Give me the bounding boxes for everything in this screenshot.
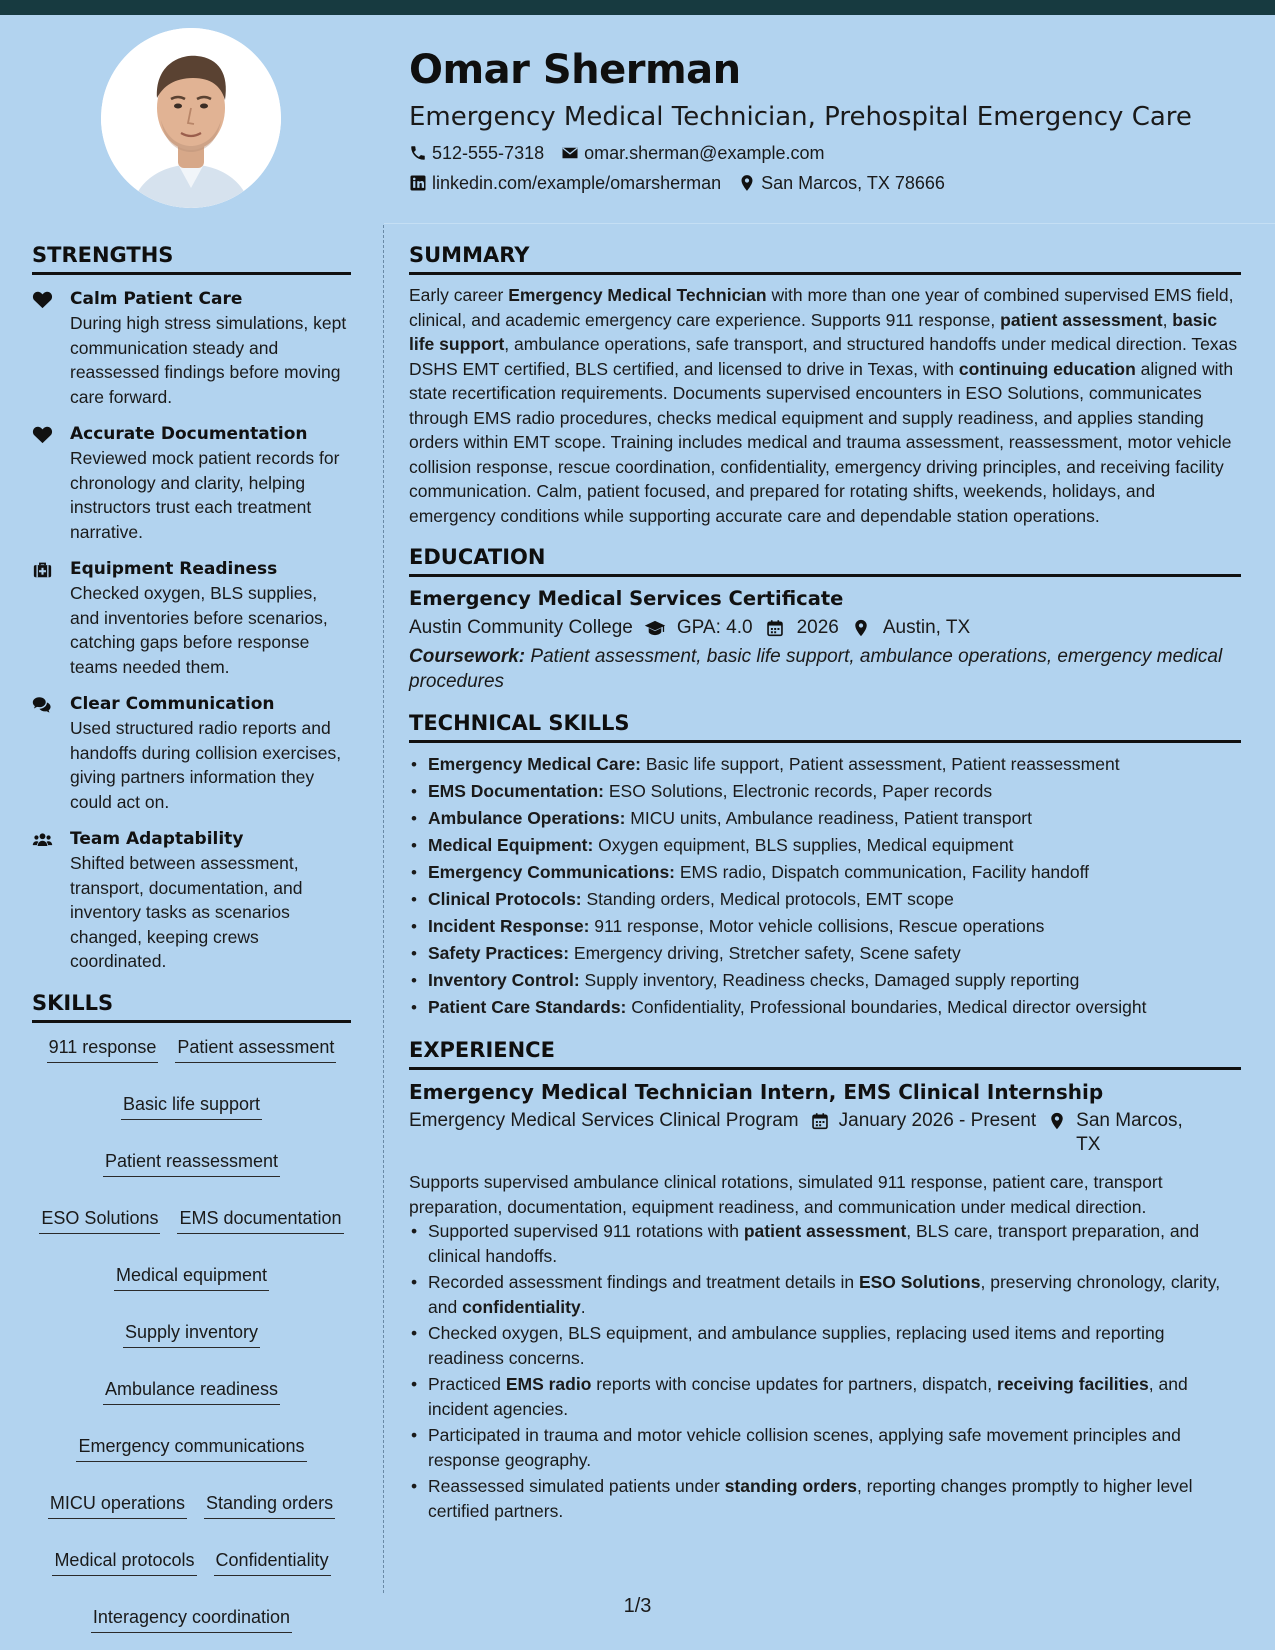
profile-photo — [101, 28, 281, 208]
skill-chip: ESO Solutions — [39, 1207, 160, 1234]
technical-skill-item — [409, 886, 1241, 913]
linkedin-contact[interactable] — [409, 172, 721, 194]
job-description: Supports supervised ambulance clinical rotations, simulated 911 response, patient care, transport preparation, documentation, equipment readiness, and communication under medical direction. — [409, 1172, 1163, 1217]
technical-skill-item — [409, 967, 1241, 994]
heart-icon — [32, 423, 70, 544]
comments-icon — [32, 693, 70, 814]
skill-chip: Interagency coordination — [91, 1606, 292, 1633]
skill-category: Patient Care Standards: — [428, 997, 627, 1017]
skill-chip: Basic life support — [121, 1093, 262, 1120]
candidate-headline: Emergency Medical Technician, Prehospital Emergency Care — [409, 102, 1192, 132]
job-dates: January 2026 - Present — [838, 1110, 1037, 1131]
linkedin-text[interactable]: linkedin.com/example/omarsherman — [432, 173, 722, 193]
skills-heading: SKILLS — [32, 988, 351, 1023]
strengths-heading: STRENGTHS — [32, 240, 351, 275]
strength-description: Used structured radio reports and handoffs during collision exercises, giving partners information they could act on. — [70, 718, 342, 812]
page-number: 1/3 — [623, 1595, 652, 1617]
right-column — [409, 240, 1241, 1537]
text-run: , reporting changes promptly to higher level certified partners. — [428, 1476, 1193, 1521]
strength-title: Team Adaptability — [70, 829, 244, 849]
email-text[interactable]: omar.sherman@example.com — [584, 143, 825, 163]
bold-phrase: Emergency Medical Technician — [508, 285, 767, 305]
skill-category: EMS Documentation: — [428, 781, 604, 801]
education-section — [409, 542, 1241, 694]
strengths-list — [32, 288, 351, 974]
phone-icon — [409, 144, 427, 162]
skill-chip: Patient reassessment — [103, 1150, 280, 1177]
skill-category: Safety Practices: — [428, 943, 570, 963]
job-bullet — [409, 1474, 1241, 1523]
skill-chip: Standing orders — [204, 1492, 335, 1519]
skill-category: Incident Response: — [428, 916, 590, 936]
text-run: , BLS care, transport preparation, and clinical handoffs. — [428, 1221, 1200, 1266]
heart-icon — [32, 288, 70, 409]
summary-section — [409, 240, 1241, 528]
skill-chip: Confidentiality — [214, 1549, 331, 1576]
strength-body — [70, 558, 351, 679]
strength-item — [32, 423, 351, 544]
skill-values: 911 response, Motor vehicle collisions, Rescue operations — [589, 916, 1045, 936]
contact-row-2 — [409, 172, 1249, 194]
text-run: Early career — [409, 285, 509, 305]
strength-item — [32, 288, 351, 409]
text-run: aligned with state recertification requirements. Documents supervised encounters in ESO Solutions, communicates through EMS radio procedures, checks medical equipment and supply readiness, and applies standing orders within EMT scope. Training includes medical and trauma assessment, reassessment, motor vehicle collision response, rescue coordination, confidentiality, emergency driving principles, and receiving facility communication. Calm, patient focused, and prepared for rotating shifts, weekends, holidays, and emergency conditions while supporting accurate care and dependable station operations. — [409, 358, 1234, 526]
strength-item — [32, 828, 351, 974]
summary-text — [409, 283, 1241, 528]
email-contact[interactable] — [561, 142, 824, 164]
strength-title: Calm Patient Care — [70, 289, 243, 309]
location-contact — [738, 172, 945, 194]
text-run: , ambulance operations, safe transport, and structured handoffs under medical direction. Texas DSHS EMT certified, BLS certified, and licensed to drive in Texas, with — [409, 334, 1238, 379]
strength-description: During high stress simulations, kept communication steady and reassessed findings before moving care forward. — [70, 313, 347, 407]
job-bullet — [409, 1372, 1241, 1421]
job-bullet — [409, 1270, 1241, 1319]
text-run: Practiced — [428, 1374, 506, 1394]
graduation-year: 2026 — [796, 617, 839, 638]
text-run: reports with concise updates for partners, dispatch, — [591, 1374, 998, 1394]
technical-skill-item — [409, 994, 1241, 1021]
experience-heading: EXPERIENCE — [409, 1035, 1241, 1070]
technical-skills-list — [409, 751, 1241, 1021]
coursework-text: Patient assessment, basic life support, ambulance operations, emergency medical procedures — [409, 646, 1223, 692]
skill-chip: Medical equipment — [114, 1264, 269, 1291]
map-pin-icon — [738, 174, 756, 192]
job-location: San Marcos, TX — [1076, 1110, 1183, 1155]
job-title: Emergency Medical Technician Intern, EMS Clinical Internship — [409, 1080, 1104, 1104]
text-run: Checked oxygen, BLS equipment, and ambulance supplies, replacing used items and reporting readiness concerns. — [428, 1323, 1165, 1368]
skill-values: ESO Solutions, Electronic records, Paper records — [603, 781, 993, 801]
strength-description: Reviewed mock patient records for chronology and clarity, helping instructors trust each treatment narrative. — [70, 448, 340, 542]
skills-section — [32, 988, 351, 1633]
summary-heading: SUMMARY — [409, 240, 1241, 275]
skill-values: MICU units, Ambulance readiness, Patient transport — [625, 808, 1032, 828]
technical-skill-item — [409, 805, 1241, 832]
text-run: with more than one year of combined supervised EMS field, clinical, and academic emergency care experience. Supports 911 response, — [409, 285, 1234, 330]
users-icon — [32, 828, 70, 974]
bold-phrase: EMS radio — [505, 1374, 592, 1394]
strength-body — [70, 693, 351, 814]
gpa-text: GPA: 4.0 — [676, 617, 753, 638]
skill-chip: Medical protocols — [52, 1549, 196, 1576]
column-divider — [383, 225, 384, 1593]
map-pin-icon — [850, 619, 872, 637]
job-bullet — [409, 1321, 1241, 1370]
calendar-icon — [811, 1109, 829, 1157]
strength-body — [70, 423, 351, 544]
technical-skill-item — [409, 778, 1241, 805]
bold-phrase: basic life support — [409, 309, 1218, 354]
skill-category: Ambulance Operations: — [428, 808, 626, 828]
degree-title: Emergency Medical Services Certificate — [409, 587, 844, 610]
coursework-label: Coursework: — [409, 646, 526, 667]
text-run: , and incident agencies. — [428, 1374, 1188, 1419]
technical-skill-item — [409, 751, 1241, 778]
top-bar — [0, 0, 1275, 15]
bold-phrase: standing orders — [724, 1476, 857, 1496]
skill-chip: Patient assessment — [175, 1036, 336, 1063]
skill-values: Supply inventory, Readiness checks, Damaged supply reporting — [579, 970, 1080, 990]
education-details — [409, 613, 1241, 643]
technical-skill-item — [409, 940, 1241, 967]
strength-title: Clear Communication — [70, 694, 275, 714]
skill-chip: EMS documentation — [177, 1207, 343, 1234]
skill-chip: Ambulance readiness — [103, 1378, 280, 1405]
phone-text: 512-555-7318 — [432, 143, 545, 163]
skill-values: Confidentiality, Professional boundaries, Medical director oversight — [626, 997, 1147, 1017]
strength-item — [32, 558, 351, 679]
technical-skill-item — [409, 859, 1241, 886]
education-heading: EDUCATION — [409, 542, 1241, 577]
strengths-section — [32, 240, 351, 974]
coursework — [409, 645, 1241, 694]
envelope-icon — [561, 144, 579, 162]
skill-category: Medical Equipment: — [428, 835, 594, 855]
skill-category: Inventory Control: — [428, 970, 580, 990]
school-location: Austin, TX — [882, 617, 971, 638]
text-run: Participated in trauma and motor vehicle collision scenes, applying safe movement principles and response geography. — [428, 1425, 1181, 1470]
text-run: . — [580, 1296, 586, 1317]
graduation-cap-icon — [644, 619, 666, 637]
text-run: Reassessed simulated patients under — [428, 1476, 725, 1496]
skill-values: Emergency driving, Stretcher safety, Scene safety — [569, 943, 961, 963]
skill-chip: MICU operations — [48, 1492, 187, 1519]
skill-values: Standing orders, Medical protocols, EMT scope — [581, 889, 954, 909]
text-run: , preserving chronology, clarity, and — [428, 1272, 1221, 1317]
school-name: Austin Community College — [409, 617, 633, 638]
contact-row-1 — [409, 142, 1249, 164]
technical-skill-item — [409, 913, 1241, 940]
skill-category: Emergency Communications: — [428, 862, 675, 882]
bold-phrase: patient assessment — [1000, 309, 1163, 330]
strength-description: Shifted between assessment, transport, documentation, and inventory tasks as scenarios changed, keeping crews coordinated. — [70, 853, 303, 971]
medical-kit-icon — [32, 558, 70, 679]
strength-body — [70, 288, 351, 409]
technical-skills-section — [409, 708, 1241, 1021]
skill-values: Oxygen equipment, BLS supplies, Medical equipment — [593, 835, 1014, 855]
skill-chips — [32, 1036, 351, 1633]
phone-contact — [409, 142, 544, 164]
experience-section — [409, 1035, 1241, 1523]
technical-skills-heading: TECHNICAL SKILLS — [409, 708, 1241, 743]
map-pin-icon — [1048, 1109, 1066, 1157]
skill-chip: 911 response — [47, 1036, 159, 1063]
skill-values: EMS radio, Dispatch communication, Facility handoff — [675, 862, 1090, 882]
skill-category: Clinical Protocols: — [428, 889, 582, 909]
skill-chip: Supply inventory — [123, 1321, 260, 1348]
candidate-name: Omar Sherman — [409, 47, 741, 93]
strength-title: Equipment Readiness — [70, 559, 278, 579]
bold-phrase: continuing education — [958, 358, 1136, 379]
job-meta — [409, 1109, 1241, 1157]
skill-category: Emergency Medical Care: — [428, 754, 642, 774]
bold-phrase: ESO Solutions — [858, 1272, 981, 1292]
bold-phrase: patient assessment — [743, 1221, 907, 1241]
header-divider — [384, 223, 1275, 224]
text-run: , — [1162, 309, 1173, 330]
header — [409, 40, 1249, 194]
strength-item — [32, 693, 351, 814]
bold-phrase: receiving facilities — [997, 1374, 1149, 1394]
technical-skill-item — [409, 832, 1241, 859]
location-text: San Marcos, TX 78666 — [761, 173, 945, 193]
strength-description: Checked oxygen, BLS supplies, and inventories before scenarios, catching gaps before response teams needed them. — [70, 583, 328, 677]
text-run: Recorded assessment findings and treatment details in — [428, 1272, 859, 1292]
calendar-icon — [764, 619, 786, 637]
skill-values: Basic life support, Patient assessment, Patient reassessment — [641, 754, 1120, 774]
job-bullets — [409, 1219, 1241, 1523]
job-bullet — [409, 1219, 1241, 1268]
linkedin-icon — [409, 174, 427, 192]
job-bullet — [409, 1423, 1241, 1472]
strength-body — [70, 828, 351, 974]
left-column — [32, 240, 351, 1633]
employer-name: Emergency Medical Services Clinical Program — [409, 1110, 799, 1131]
text-run: Supported supervised 911 rotations with — [428, 1221, 744, 1241]
skill-chip: Emergency communications — [76, 1435, 306, 1462]
strength-title: Accurate Documentation — [70, 424, 308, 444]
bold-phrase: confidentiality — [462, 1296, 581, 1317]
